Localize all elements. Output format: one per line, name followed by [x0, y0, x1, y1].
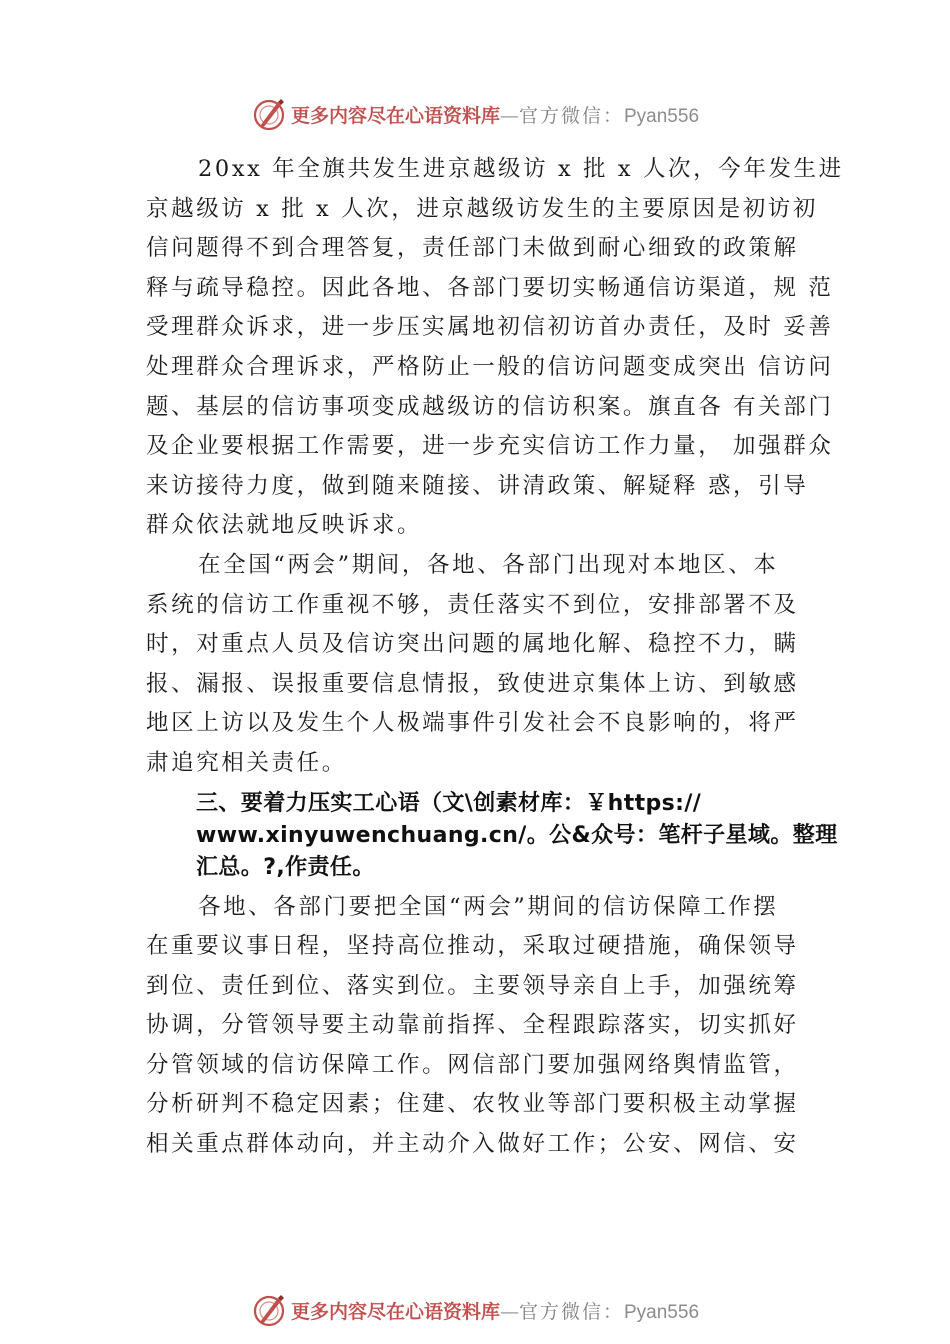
text-line: 20xx 年全旗共发生进京越级访 x 批 x 人次，今年发生进	[198, 156, 844, 182]
banner-wechat-id: Pyan556	[624, 1301, 700, 1323]
text-line: 在全国“两会”期间，各地、各部门出现对本地区、本	[198, 551, 779, 578]
footer-banner	[0, 1290, 950, 1330]
text-line: 报、漏报、误报重要信息情报，致使进京集体上访、到敏感	[146, 670, 799, 697]
text-line: 分管领域的信访保障工作。网信部门要加强网络舆情监管，	[146, 1051, 799, 1078]
heading-line: 三、要着力压实工心语（文\创素材库：￥https://	[196, 790, 702, 816]
paragraph-1	[146, 150, 844, 546]
heading-line: www.xinyuwenchuang.cn/。公&众号：笔杆子星域。整理	[196, 822, 838, 848]
banner-main-text: 更多内容尽在心语资料库	[290, 1300, 500, 1323]
banner-dash: —	[499, 104, 519, 127]
document-body	[146, 150, 844, 1165]
text-line: 地区上访以及发生个人极端事件引发社会不良影响的，将严	[146, 710, 799, 737]
banner-main-text: 更多内容尽在心语资料库	[290, 104, 500, 127]
text-line: 相关重点群体动向，并主动介入做好工作；公安、网信、安	[146, 1131, 799, 1158]
text-line: 信问题得不到合理答复，责任部门未做到耐心细致的政策解	[146, 235, 799, 262]
text-line: 分析研判不稳定因素；住建、农牧业等部门要积极主动掌握	[146, 1091, 799, 1118]
heading-line: 汇总。?,作责任。	[196, 854, 375, 880]
text-line: 各地、各部门要把全国“两会”期间的信访保障工作摆	[198, 893, 779, 920]
text-line: 释与疏导稳控。因此各地、各部门要切实畅通信访渠道，规 范	[146, 274, 834, 301]
text-line: 京越级访 x 批 x 人次，进京越级访发生的主要原因是初访初	[146, 195, 818, 222]
banner-dash: —	[499, 1300, 519, 1323]
pen-seal-logo-icon	[251, 96, 287, 132]
text-line: 协调，分管领导要主动靠前指挥、全程跟踪落实，切实抓好	[146, 1012, 799, 1039]
paragraph-3	[146, 888, 830, 1165]
text-line: 及企业要根据工作需要，进一步充实信访工作力量， 加强群众	[146, 433, 834, 460]
paragraph-2	[146, 546, 830, 784]
text-line: 时，对重点人员及信访突出问题的属地化解、稳控不力，瞒	[146, 631, 799, 658]
text-line: 来访接待力度，做到随来随接、讲清政策、解疑释 惑，引导	[146, 472, 809, 499]
pen-seal-logo-icon	[251, 1292, 287, 1328]
text-line: 肃追究相关责任。	[146, 749, 347, 776]
banner-wechat-label: 官方微信：	[518, 104, 624, 127]
text-line: 群众依法就地反映诉求。	[146, 512, 423, 539]
banner-wechat-label: 官方微信：	[518, 1300, 624, 1323]
text-line: 在重要议事日程，坚持高位推动，采取过硬措施，确保领导	[146, 933, 799, 960]
text-line: 题、基层的信访事项变成越级访的信访积案。旗直各 有关部门	[146, 393, 834, 420]
text-line: 处理群众合理诉求，严格防止一般的信访问题变成突出 信访问	[146, 353, 834, 380]
text-line: 受理群众诉求，进一步压实属地初信初访首办责任，及时 妥善	[146, 314, 834, 341]
text-line: 到位、责任到位、落实到位。主要领导亲自上手，加强统筹	[146, 972, 799, 999]
section-heading	[146, 788, 838, 884]
header-banner	[0, 94, 950, 134]
text-line: 系统的信访工作重视不够，责任落实不到位，安排部署不及	[146, 591, 799, 618]
banner-wechat-id: Pyan556	[624, 105, 700, 127]
